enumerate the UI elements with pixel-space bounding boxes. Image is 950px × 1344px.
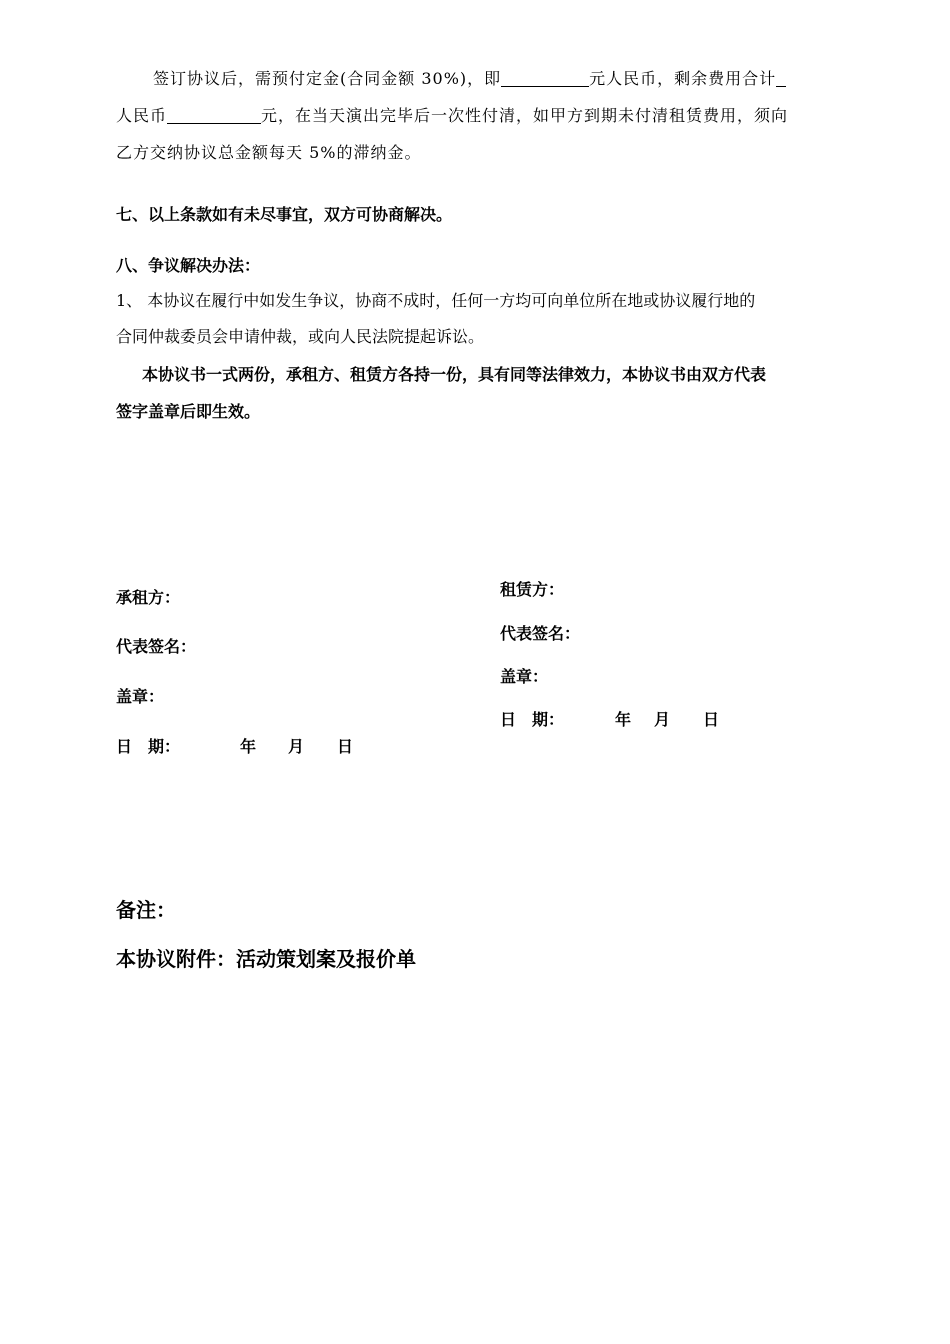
lessor-month-label: 月	[654, 710, 671, 729]
lessee-date-label: 日 期：	[116, 737, 181, 756]
section-7-text: 七、以上条款如有未尽事宜，双方可协商解决。	[116, 205, 453, 224]
lessor-seal-label: 盖章：	[500, 667, 549, 686]
section-8-item-1-line-2: 合同仲裁委员会申请仲裁，或向人民法院提起诉讼。	[116, 327, 485, 346]
closing-line-2: 签字盖章后即生效。	[116, 402, 261, 421]
lessor-year-label: 年	[615, 710, 632, 729]
lessee-seal-label: 盖章：	[116, 687, 165, 706]
deposit-amount-blank	[501, 70, 589, 87]
rmb-amount-blank	[167, 107, 261, 124]
remarks-heading: 备注：	[116, 898, 176, 922]
closing-line-1: 本协议书一式两份，承租方、租赁方各持一份，具有同等法律效力，本协议书由双方代表	[142, 365, 767, 384]
payment-line-3: 乙方交纳协议总金额每天 5%的滞纳金。	[116, 143, 422, 162]
payment-text-a: 签订协议后，需预付定金(合同金额 30%)，即	[153, 69, 502, 88]
lessor-rep-label: 代表签名：	[500, 624, 581, 643]
remaining-amount-blank	[776, 70, 786, 87]
remarks-attachment: 本协议附件：活动策划案及报价单	[116, 947, 416, 971]
lessee-rep-label: 代表签名：	[116, 637, 197, 656]
lessee-year-label: 年	[240, 737, 257, 756]
payment-text-b: 元人民币，剩余费用合计	[589, 69, 777, 88]
payment-text-d: 元，在当天演出完毕后一次性付清，如甲方到期未付清租赁费用，须向	[261, 106, 789, 125]
section-8-heading: 八、争议解决办法：	[116, 256, 261, 275]
lessee-month-label: 月	[288, 737, 305, 756]
lessee-day-label: 日	[337, 737, 354, 756]
payment-text-c: 人民币	[116, 106, 168, 125]
payment-line-2	[116, 103, 788, 126]
lessor-party-label: 租赁方：	[500, 580, 565, 599]
payment-line-1	[153, 66, 786, 89]
section-8-item-1-line-1: 1、 本协议在履行中如发生争议，协商不成时，任何一方均可向单位所在地或协议履行地的	[116, 291, 756, 310]
lessor-day-label: 日	[703, 710, 720, 729]
lessee-party-label: 承租方：	[116, 588, 181, 607]
lessor-date-label: 日 期：	[500, 710, 565, 729]
